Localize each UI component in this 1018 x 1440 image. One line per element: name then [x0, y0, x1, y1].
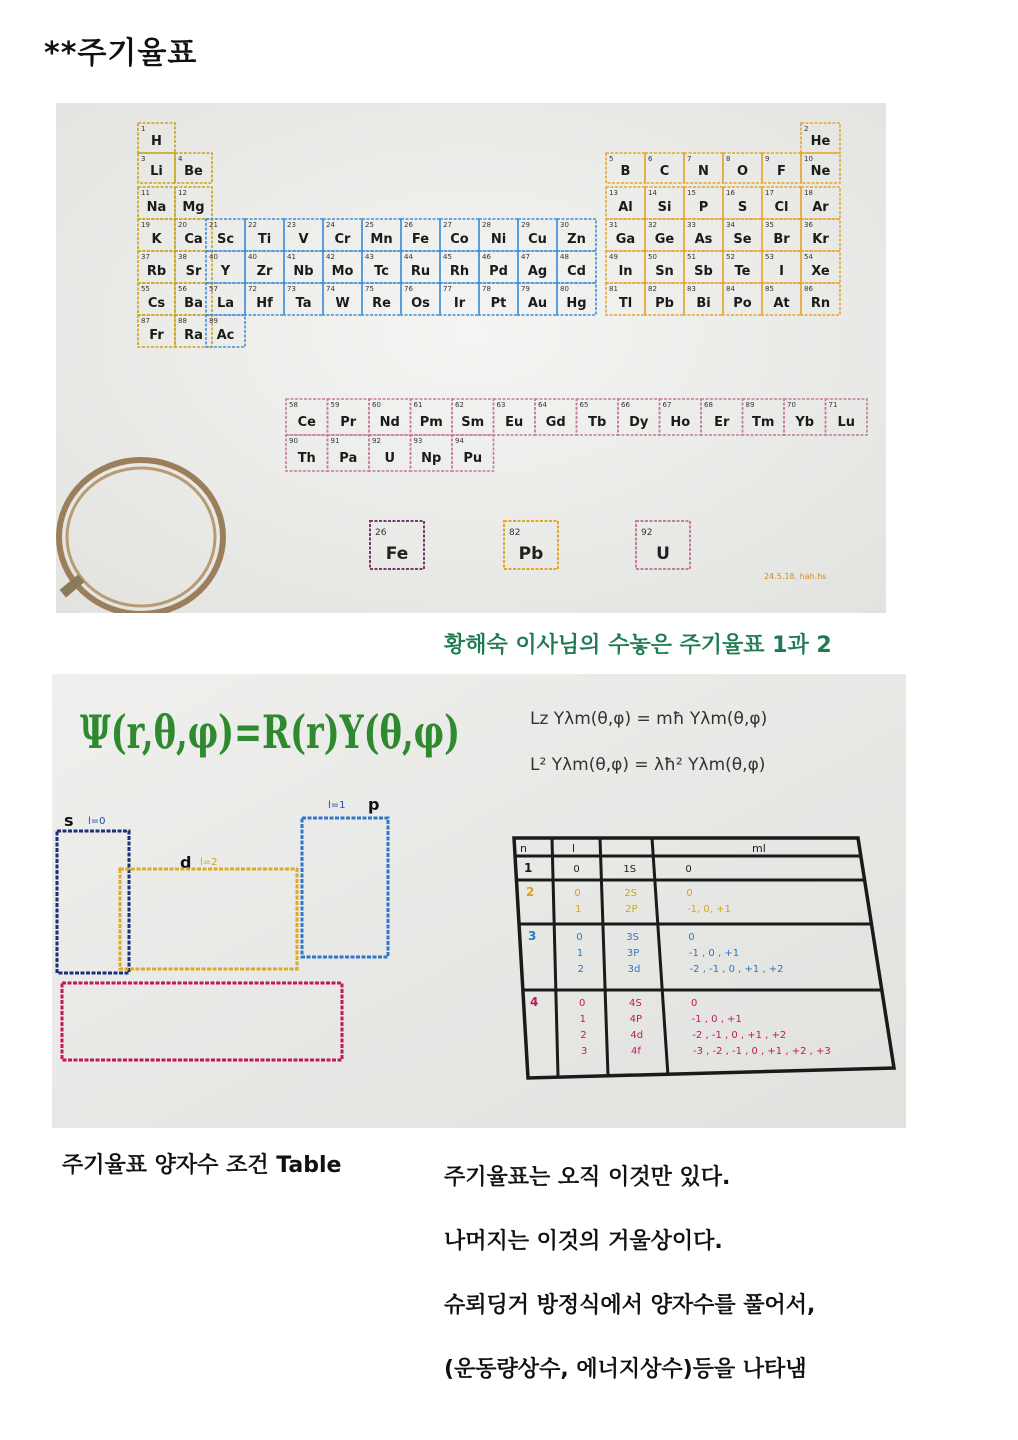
element-number: 78: [482, 285, 491, 293]
element-number: 90: [289, 437, 298, 445]
element-symbol: Ru: [410, 264, 431, 279]
element-number: 76: [404, 285, 413, 293]
element-number: 79: [521, 285, 530, 293]
table-header-1: l: [572, 842, 576, 855]
element-number: 89: [745, 401, 755, 409]
element-symbol: C: [659, 164, 670, 179]
element-symbol: Th: [297, 451, 316, 466]
quantum-number-embroidery-photo: [52, 674, 906, 1128]
element-number: 19: [141, 221, 150, 229]
element-number: 24: [326, 221, 335, 229]
element-symbol: Pm: [419, 415, 443, 430]
element-symbol: Li: [150, 164, 163, 179]
row-ml: 0: [688, 932, 695, 943]
element-number: 8: [726, 155, 731, 163]
element-number: 34: [726, 221, 735, 229]
element-symbol: Br: [773, 232, 790, 247]
element-number: 5: [609, 155, 614, 163]
row-ml: -2 , -1 , 0 , +1 , +2: [689, 964, 784, 975]
element-symbol: K: [151, 232, 162, 247]
row-ml: -2 , -1 , 0 , +1 , +2: [692, 1030, 787, 1041]
element-symbol: Po: [733, 296, 752, 311]
row-orbital: 4d: [630, 1030, 644, 1041]
element-symbol: Sb: [694, 264, 713, 279]
s-l-label: l=0: [88, 816, 106, 827]
element-number: 40: [248, 253, 257, 261]
caption-embroidery: 황해숙 이사님의 수놓은 주기율표 1과 2: [444, 633, 832, 658]
element-number: 32: [648, 221, 657, 229]
element-symbol: In: [618, 264, 633, 279]
element-symbol: Hg: [566, 296, 587, 311]
element-number: 43: [365, 253, 374, 261]
element-number: 67: [662, 401, 672, 409]
element-symbol: Rh: [449, 264, 470, 279]
wavefunction-equation: Ψ(r,θ,φ)=R(r)Y(θ,φ): [80, 705, 460, 759]
element-number: 61: [413, 401, 423, 409]
element-symbol: Zr: [256, 264, 273, 279]
element-symbol: Yb: [795, 415, 815, 430]
element-symbol: Ta: [295, 296, 312, 311]
d-label: d: [180, 853, 192, 872]
element-symbol: Os: [411, 296, 430, 311]
element-number: 53: [765, 253, 774, 261]
element-symbol: P: [698, 200, 709, 215]
element-symbol: Tb: [588, 415, 607, 430]
element-number: 73: [287, 285, 296, 293]
row-orbital: 3d: [627, 964, 641, 975]
element-number: 59: [330, 401, 340, 409]
element-symbol: Np: [421, 451, 442, 466]
row-orbital: 3P: [626, 948, 640, 959]
element-number: 81: [609, 285, 618, 293]
element-symbol: Si: [657, 200, 672, 215]
element-symbol: Pb: [655, 296, 674, 311]
element-symbol: Pu: [463, 451, 483, 466]
row-l: 0: [579, 998, 586, 1009]
element-number: 38: [178, 253, 187, 261]
row-l: 0: [576, 932, 583, 943]
element-number: 49: [609, 253, 618, 261]
element-number: 23: [287, 221, 296, 229]
element-number: 26: [375, 528, 387, 538]
element-number: 41: [287, 253, 296, 261]
element-symbol: Ho: [670, 415, 691, 430]
element-number: 68: [704, 401, 713, 409]
element-symbol: Y: [220, 264, 231, 279]
element-symbol: Fe: [385, 544, 409, 564]
element-symbol: Pt: [490, 296, 507, 311]
element-symbol: Rb: [146, 264, 167, 279]
element-symbol: Ar: [812, 200, 829, 215]
element-symbol: H: [151, 134, 162, 149]
page-title: **주기율표: [44, 36, 198, 71]
signature: 24.5.18. hah.hs: [764, 572, 827, 581]
element-number: 42: [326, 253, 335, 261]
element-number: 28: [482, 221, 491, 229]
element-number: 91: [330, 437, 340, 445]
element-number: 72: [248, 285, 257, 293]
element-symbol: Ni: [490, 232, 507, 247]
row-n: 2: [526, 885, 535, 899]
element-symbol: Fe: [411, 232, 430, 247]
paragraph-4: (운동량상수, 에너지상수)등을 나타냄: [444, 1357, 807, 1382]
row-l: 1: [575, 904, 582, 915]
element-number: 2: [804, 125, 809, 133]
element-symbol: Eu: [505, 415, 524, 430]
d-l-label: l=2: [200, 857, 218, 868]
element-number: 86: [804, 285, 813, 293]
element-number: 80: [560, 285, 569, 293]
element-number: 74: [326, 285, 335, 293]
element-number: 33: [687, 221, 696, 229]
element-symbol: Cs: [147, 296, 166, 311]
element-number: 77: [443, 285, 452, 293]
element-symbol: Be: [184, 164, 203, 179]
element-symbol: B: [620, 164, 631, 179]
element-symbol: Ce: [297, 415, 316, 430]
element-symbol: Na: [146, 200, 167, 215]
angular-momentum-squared-equation: L² Yλm(θ,φ) = λħ² Yλm(θ,φ): [530, 755, 766, 775]
element-symbol: Te: [734, 264, 751, 279]
element-symbol: Er: [714, 415, 730, 430]
element-symbol: W: [335, 296, 350, 311]
row-orbital: 2P: [625, 904, 638, 915]
element-number: 66: [621, 401, 630, 409]
element-number: 57: [209, 285, 218, 293]
element-number: 20: [178, 221, 187, 229]
element-symbol: Lu: [837, 415, 856, 430]
row-ml: 0: [691, 998, 698, 1009]
caption-table: 주기율표 양자수 조건 Table: [62, 1153, 342, 1178]
element-symbol: Se: [733, 232, 752, 247]
element-number: 10: [804, 155, 813, 163]
element-symbol: Nb: [293, 264, 314, 279]
element-number: 29: [521, 221, 530, 229]
element-number: 45: [443, 253, 452, 261]
element-symbol: Pb: [518, 544, 544, 564]
element-symbol: Re: [372, 296, 391, 311]
element-symbol: Sm: [461, 415, 485, 430]
element-number: 58: [289, 401, 298, 409]
element-number: 88: [178, 317, 187, 325]
element-symbol: Ge: [654, 232, 675, 247]
row-l: 1: [576, 948, 584, 959]
element-number: 35: [765, 221, 774, 229]
element-symbol: Kr: [812, 232, 829, 247]
row-ml: 0: [686, 888, 693, 899]
element-number: 1: [141, 125, 146, 133]
element-symbol: U: [656, 544, 670, 564]
element-symbol: Zn: [567, 232, 586, 247]
element-number: 21: [209, 221, 218, 229]
s-label: s: [64, 811, 74, 830]
element-symbol: Ac: [216, 328, 235, 343]
element-number: 93: [413, 437, 423, 445]
element-symbol: Ti: [257, 232, 272, 247]
element-symbol: Mo: [331, 264, 354, 279]
row-ml: -1 , 0 , +1: [691, 1014, 742, 1025]
row-ml: -1, 0, +1: [687, 904, 731, 915]
element-symbol: Pr: [340, 415, 357, 430]
element-symbol: Ca: [184, 232, 203, 247]
element-number: 31: [609, 221, 618, 229]
element-symbol: Cl: [774, 200, 789, 215]
element-number: 27: [443, 221, 452, 229]
row-orbital: 1S: [623, 864, 637, 875]
element-symbol: Sc: [216, 232, 235, 247]
element-number: 12: [178, 189, 187, 197]
periodic-table-embroidery: [56, 103, 886, 613]
element-number: 26: [404, 221, 413, 229]
row-ml: -1 , 0 , +1: [688, 948, 740, 959]
element-number: 63: [496, 401, 506, 409]
element-symbol: I: [779, 264, 784, 279]
element-symbol: Rn: [810, 296, 831, 311]
row-l: 2: [577, 964, 584, 975]
element-symbol: Al: [618, 200, 633, 215]
element-symbol: Tl: [618, 296, 633, 311]
row-orbital: 4f: [631, 1046, 641, 1057]
element-number: 9: [765, 155, 770, 163]
element-number: 92: [372, 437, 381, 445]
element-number: 62: [455, 401, 464, 409]
element-symbol: Mg: [182, 200, 205, 215]
element-number: 56: [178, 285, 187, 293]
element-symbol: Dy: [629, 415, 649, 430]
table-header-3: ml: [752, 842, 766, 855]
element-symbol: Ra: [184, 328, 203, 343]
element-number: 75: [365, 285, 374, 293]
element-symbol: Cd: [567, 264, 586, 279]
paragraph-2: 나머지는 이것의 거울상이다.: [444, 1229, 723, 1254]
element-number: 94: [455, 437, 464, 445]
element-number: 54: [804, 253, 813, 261]
row-orbital: 3S: [626, 932, 639, 943]
element-symbol: U: [384, 451, 396, 466]
element-number: 37: [141, 253, 150, 261]
element-number: 64: [538, 401, 547, 409]
element-number: 52: [726, 253, 735, 261]
row-l: 2: [580, 1030, 587, 1041]
element-symbol: Ne: [810, 164, 831, 179]
element-number: 16: [726, 189, 735, 197]
row-ml: 0: [685, 864, 692, 875]
element-number: 82: [509, 528, 521, 538]
table-header-0: n: [520, 842, 527, 855]
element-number: 15: [687, 189, 696, 197]
element-symbol: Hf: [256, 296, 273, 311]
element-symbol: Ag: [527, 264, 548, 279]
element-number: 48: [560, 253, 569, 261]
element-number: 13: [609, 189, 618, 197]
element-symbol: Ir: [453, 296, 466, 311]
element-number: 71: [828, 401, 838, 409]
element-number: 60: [372, 401, 381, 409]
element-number: 40: [209, 253, 218, 261]
element-number: 6: [648, 155, 653, 163]
element-number: 30: [560, 221, 569, 229]
element-symbol: Ba: [184, 296, 203, 311]
element-symbol: V: [298, 232, 309, 247]
p-l-label: l=1: [328, 800, 346, 811]
element-symbol: Bi: [696, 296, 711, 311]
element-number: 89: [209, 317, 218, 325]
element-symbol: Tm: [752, 415, 775, 430]
row-orbital: 4S: [629, 998, 642, 1009]
element-symbol: Cr: [334, 232, 351, 247]
element-number: 51: [687, 253, 696, 261]
quantum-number-embroidery: [52, 674, 906, 1128]
element-symbol: Fr: [149, 328, 164, 343]
element-number: 46: [482, 253, 491, 261]
element-symbol: S: [737, 200, 748, 215]
element-number: 47: [521, 253, 530, 261]
element-symbol: La: [216, 296, 235, 311]
element-symbol: Ga: [615, 232, 636, 247]
element-number: 82: [648, 285, 657, 293]
element-symbol: Pa: [339, 451, 358, 466]
row-n: 4: [530, 995, 539, 1009]
row-n: 3: [528, 929, 537, 943]
element-symbol: N: [698, 164, 709, 179]
element-number: 7: [687, 155, 692, 163]
element-symbol: Cu: [528, 232, 547, 247]
element-symbol: Tc: [374, 264, 389, 279]
element-symbol: As: [694, 232, 713, 247]
element-number: 87: [141, 317, 150, 325]
angular-momentum-z-equation: Lz Yλm(θ,φ) = mħ Yλm(θ,φ): [530, 709, 768, 729]
element-number: 14: [648, 189, 657, 197]
element-symbol: At: [773, 296, 790, 311]
row-l: 0: [573, 864, 580, 875]
row-l: 1: [579, 1014, 587, 1025]
element-number: 4: [178, 155, 183, 163]
row-orbital: 2S: [624, 888, 638, 899]
element-number: 85: [765, 285, 774, 293]
element-number: 11: [141, 189, 150, 197]
element-symbol: Xe: [811, 264, 830, 279]
element-symbol: O: [736, 164, 749, 179]
element-number: 70: [787, 401, 796, 409]
element-symbol: Mn: [370, 232, 393, 247]
element-symbol: Gd: [545, 415, 566, 430]
element-number: 84: [726, 285, 735, 293]
element-number: 3: [141, 155, 146, 163]
row-orbital: 4P: [629, 1014, 643, 1025]
element-number: 25: [365, 221, 374, 229]
element-symbol: Pd: [489, 264, 508, 279]
element-symbol: Nd: [379, 415, 400, 430]
row-l: 3: [581, 1046, 588, 1057]
element-number: 17: [765, 189, 774, 197]
element-number: 44: [404, 253, 413, 261]
row-l: 0: [574, 888, 581, 899]
element-symbol: Sr: [185, 264, 202, 279]
element-number: 92: [641, 528, 653, 538]
element-symbol: Co: [450, 232, 469, 247]
element-number: 18: [804, 189, 813, 197]
element-number: 22: [248, 221, 257, 229]
element-symbol: Au: [527, 296, 548, 311]
element-symbol: Sn: [655, 264, 674, 279]
element-number: 36: [804, 221, 813, 229]
row-ml: -3 , -2 , -1 , 0 , +1 , +2 , +3: [693, 1046, 831, 1057]
p-label: p: [368, 795, 380, 814]
element-number: 83: [687, 285, 696, 293]
element-symbol: He: [810, 134, 831, 149]
element-number: 55: [141, 285, 150, 293]
paragraph-1: 주기율표는 오직 이것만 있다.: [444, 1165, 731, 1190]
embroidered-periodic-table-photo: [56, 103, 886, 613]
element-symbol: F: [777, 164, 786, 179]
row-n: 1: [524, 861, 533, 875]
element-number: 50: [648, 253, 657, 261]
paragraph-3: 슈뢰딩거 방정식에서 양자수를 풀어서,: [444, 1293, 816, 1318]
element-number: 65: [579, 401, 589, 409]
